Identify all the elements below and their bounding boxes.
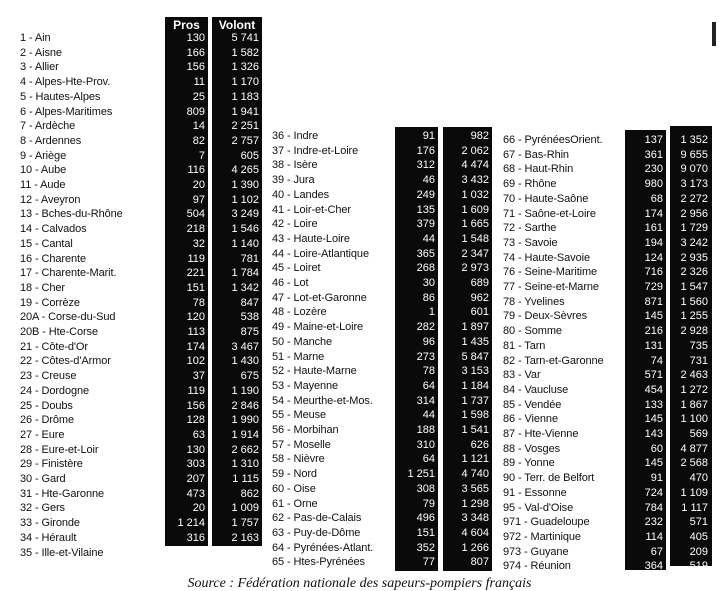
pros-count: 352 [416,541,435,554]
pros-count: 308 [416,482,435,495]
department-name: 76 - Seine-Maritime [503,266,598,279]
volont-count: 1 784 [231,267,259,280]
pros-count: 230 [644,163,663,176]
department-name: 50 - Manche [272,335,333,348]
department-name: 58 - Nièvre [272,453,325,466]
pros-count: 161 [644,222,663,235]
volont-count: 2 163 [231,531,259,544]
pros-count: 249 [416,188,435,201]
pros-count: 221 [186,267,205,280]
department-name: 37 - Indre-et-Loire [272,144,359,157]
volont-count: 605 [240,149,259,162]
pros-count: 364 [644,560,663,573]
volont-count: 2 662 [231,443,259,456]
pros-count: 20 [192,502,205,515]
volont-count: 2 757 [231,134,259,147]
volont-count: 1 390 [231,179,259,191]
volont-count: 1 729 [680,222,708,235]
pros-count: 716 [644,266,663,279]
department-name: 82 - Tarn-et-Garonne [503,354,604,367]
volont-count: 3 173 [680,178,708,191]
volont-count: 601 [470,306,489,319]
pros-count: 188 [416,424,435,436]
department-name: 14 - Calvados [20,223,87,236]
pros-count: 504 [186,208,205,221]
department-name: 25 - Doubs [20,399,73,412]
volont-count: 2 973 [461,262,489,275]
pros-count: 64 [422,453,435,466]
department-name: 42 - Loire [272,218,318,231]
volont-count: 1 184 [461,379,489,392]
department-name: 4 - Alpes-Hte-Prov. [20,76,111,89]
department-name: 59 - Nord [272,468,317,481]
volont-count: 1 298 [461,497,489,510]
department-name: 35 - Ille-et-Vilaine [20,546,104,559]
pros-count: 128 [186,414,205,427]
pros-count: 496 [416,512,435,525]
pros-count: 151 [186,281,205,294]
pros-count: 194 [644,236,663,249]
pros-count: 571 [644,369,663,382]
volont-count: 1 115 [232,473,259,485]
department-name: 23 - Creuse [20,370,77,383]
pros-count: 312 [416,159,435,172]
pros-count: 67 [650,545,663,558]
department-name: 20A - Corse-du-Sud [20,311,116,324]
department-name: 90 - Terr. de Belfort [503,472,595,485]
volont-count: 2 062 [461,144,489,157]
volont-count: 1 255 [680,310,708,323]
department-name: 8 - Ardennes [20,134,82,147]
volont-count: 2 463 [680,369,708,382]
pros-count: 124 [644,251,663,264]
volont-count: 1 598 [461,409,489,422]
department-name: 1 - Ain [20,32,51,44]
pros-count: 113 [187,326,205,338]
department-name: 971 - Guadeloupe [503,516,590,529]
pros-count: 143 [644,428,663,440]
pros-count: 473 [186,487,205,500]
volont-count: 1 560 [680,295,708,308]
department-name: 974 - Réunion [503,560,571,573]
volont-count: 1 117 [681,501,708,514]
department-name: 70 - Haute-Saône [503,192,589,205]
volont-count: 1 548 [461,232,489,245]
volont-count: 1 109 [680,486,708,499]
volont-count: 1 009 [231,502,259,515]
volont-count: 1 609 [461,203,489,216]
department-name: 12 - Aveyron [20,193,81,206]
department-name: 38 - Isère [272,159,318,172]
department-name: 24 - Dordogne [20,384,90,397]
volont-count: 405 [689,530,708,543]
pros-count: 91 [422,130,435,142]
pros-count: 14 [192,120,205,133]
volont-count: 2 928 [680,325,708,338]
volont-count: 1 183 [231,90,259,103]
department-name: 55 - Meuse [272,409,327,422]
pros-count: 63 [192,428,205,441]
volont-count: 1 190 [231,384,259,397]
pros-count: 30 [422,277,435,289]
volont-count: 3 249 [231,208,259,221]
department-name: 11 - Aude [20,179,66,191]
pros-count: 102 [186,355,205,368]
department-name: 32 - Gers [20,502,65,515]
department-name: 33 - Gironde [20,517,80,530]
volont-count: 2 251 [231,120,259,133]
volont-count: 5 847 [461,350,489,363]
volont-count: 9 070 [680,163,708,176]
department-name: 34 - Hérault [20,531,77,544]
volont-count: 1 582 [231,46,259,59]
pros-count: 116 [187,164,205,177]
volont-count: 862 [240,487,259,500]
department-name: 77 - Seine-et-Marne [503,281,599,293]
volont-count: 9 655 [680,148,708,161]
pros-count: 268 [416,262,435,275]
volont-count: 3 242 [680,236,708,249]
volont-count: 1 435 [461,335,489,348]
department-name: 46 - Lot [272,277,309,289]
department-name: 56 - Morbihan [272,424,339,436]
volont-count: 807 [470,556,489,569]
department-name: 18 - Cher [20,281,65,294]
volont-count: 781 [240,252,259,265]
pros-count: 232 [644,516,663,529]
volont-count: 675 [240,370,259,383]
pros-count: 303 [186,458,205,471]
department-name: 73 - Savoie [503,236,558,249]
volont-count: 735 [689,339,708,352]
pros-count: 729 [644,281,663,293]
department-name: 68 - Haut-Rhin [503,163,574,176]
pros-count: 119 [187,384,205,397]
pros-count: 361 [644,148,663,161]
pros-count: 151 [416,526,435,539]
department-name: 49 - Maine-et-Loire [272,321,364,334]
department-name: 41 - Loir-et-Cher [272,203,351,216]
volont-count: 1 272 [680,383,708,396]
pros-count: 44 [422,232,435,245]
department-name: 5 - Hautes-Alpes [20,90,101,103]
department-name: 72 - Sarthe [503,222,557,235]
volont-count: 1 326 [231,61,259,74]
pros-count: 316 [186,531,205,544]
volont-count: 1 757 [231,517,259,530]
pros-count: 310 [416,438,435,451]
pros-count: 96 [422,335,435,348]
volont-count: 731 [689,354,708,367]
pros-count: 980 [644,178,663,191]
department-name: 10 - Aube [20,164,67,177]
pros-count: 37 [192,370,205,383]
pros-count: 145 [644,457,663,470]
pros-count: 174 [186,340,205,353]
department-name: 17 - Charente-Marit. [20,267,117,280]
department-name: 22 - Côtes-d'Armor [20,355,111,368]
pros-count: 365 [416,247,435,260]
pros-count: 137 [644,134,663,146]
volont-count: 4 474 [461,159,489,172]
volont-count: 3 432 [461,174,489,187]
department-name: 36 - Indre [272,130,319,142]
volont-count: 1 546 [231,223,259,236]
department-name: 51 - Marne [272,350,325,363]
pros-count: 207 [186,473,205,485]
department-name: 65 - Htes-Pyrénées [272,556,365,569]
department-name: 91 - Essonne [503,486,567,499]
pros-count: 145 [644,310,663,323]
volont-count: 2 568 [680,457,708,470]
volont-count: 1 100 [680,413,708,426]
pros-count: 78 [422,365,435,378]
volont-count: 626 [470,438,489,451]
volont-count: 847 [240,296,259,309]
pros-count: 454 [644,383,663,396]
pros-count: 166 [186,46,205,59]
volont-count: 1 541 [461,424,489,436]
volont-count: 470 [689,472,708,485]
pros-count: 871 [644,295,663,308]
pros-count: 25 [192,90,205,103]
department-name: 78 - Yvelines [503,295,565,308]
department-name: 13 - Bches-du-Rhône [20,208,123,221]
department-name: 86 - Vienne [503,413,558,426]
volont-count: 2 013 [231,546,259,559]
volont-count: 3 348 [461,512,489,525]
volont-count: 1 665 [461,218,489,231]
department-name: 83 - Var [503,369,541,382]
pros-count: 1 214 [177,517,205,530]
department-name: 60 - Oise [272,482,316,495]
pros-count: 77 [422,556,435,569]
volont-count: 3 467 [231,340,259,353]
pros-count: 784 [644,501,663,514]
pros-count: 133 [644,398,663,411]
department-name: 85 - Vendée [503,398,562,411]
department-name: 3 - Allier [20,61,59,74]
pros-count: 273 [416,350,435,363]
department-name: 19 - Corrèze [20,296,80,309]
volont-count: 1 430 [231,355,259,368]
volont-count: 1 310 [231,458,259,471]
department-name: 28 - Eure-et-Loir [20,443,99,456]
department-name: 45 - Loiret [272,262,321,275]
department-name: 7 - Ardèche [20,120,76,133]
volont-count: 1 032 [461,188,489,201]
department-name: 16 - Charente [20,252,86,265]
department-name: 973 - Guyane [503,545,569,558]
volont-count: 569 [689,428,708,440]
volont-count: 5 741 [231,32,259,44]
department-name: 2 - Aisne [20,46,62,59]
department-name: 66 - PyrénéesOrient. [503,134,603,146]
pros-count: 130 [186,443,205,456]
pros-count: 131 [644,339,663,352]
department-name: 6 - Alpes-Maritimes [20,105,113,118]
volont-count: 1 914 [231,428,259,441]
department-name: 67 - Bas-Rhin [503,148,569,161]
department-name: 48 - Lozère [272,306,327,319]
department-name: 40 - Landes [272,188,329,201]
pros-count: 156 [186,399,205,412]
volont-count: 1 170 [231,76,259,89]
department-name: 64 - Pyrénées-Atlant. [272,541,374,554]
volont-count: 4 265 [231,164,259,177]
department-name: 61 - Orne [272,497,318,510]
volont-count: 519 [689,560,708,573]
volont-count: 1 121 [461,453,489,466]
volont-count: 1 547 [680,281,708,293]
pros-count: 46 [422,174,435,187]
department-name: 89 - Yonne [503,457,555,470]
department-name: 80 - Somme [503,325,562,338]
department-name: 29 - Finistère [20,458,83,471]
pros-count: 1 [428,306,435,319]
department-name: 54 - Meurthe-et-Mos. [272,394,373,407]
department-name: 63 - Puy-de-Dôme [272,526,361,539]
header-pros: Pros [173,18,200,32]
pros-count: 7 [198,149,205,162]
pros-count: 1 251 [407,468,435,481]
volont-count: 209 [689,545,708,558]
department-name: 69 - Rhône [503,178,557,191]
department-name: 26 - Drôme [20,414,75,427]
department-name: 44 - Loire-Atlantique [272,247,369,260]
department-name: 88 - Vosges [503,442,560,455]
department-name: 81 - Tarn [503,339,546,352]
volont-count: 1 897 [461,321,489,334]
pros-count: 346 [186,546,205,559]
volont-count: 2 956 [680,207,708,220]
volont-count: 4 877 [680,442,708,455]
department-name: 62 - Pas-de-Calais [272,512,362,525]
volont-count: 1 737 [461,394,489,407]
department-name: 71 - Saône-et-Loire [503,207,596,220]
volont-count: 2 935 [680,251,708,264]
pros-count: 379 [416,218,435,231]
pros-count: 314 [416,394,435,407]
volont-count: 2 846 [231,399,259,412]
department-name: 43 - Haute-Loire [272,232,350,245]
department-name: 972 - Martinique [503,530,581,543]
volont-count: 1 352 [680,134,708,146]
department-name: 20B - Hte-Corse [20,326,98,338]
volont-count: 962 [470,291,489,304]
pros-count: 86 [422,291,435,304]
department-name: 84 - Vaucluse [503,383,569,396]
department-name: 53 - Mayenne [272,379,339,392]
pros-count: 79 [422,497,435,510]
pros-count: 216 [644,325,663,338]
volont-count: 2 326 [680,266,708,279]
pros-count: 44 [422,409,435,422]
department-name: 31 - Hte-Garonne [20,487,104,500]
pros-count: 156 [186,61,205,74]
volont-count: 1 867 [680,398,708,411]
pros-count: 174 [644,207,663,220]
volont-count: 1 266 [461,541,489,554]
pros-count: 135 [416,203,435,216]
volont-count: 1 342 [231,281,259,294]
volont-count: 2 272 [680,192,708,205]
pros-count: 218 [186,223,205,236]
department-name: 21 - Côte-d'Or [20,340,88,353]
pros-count: 130 [186,32,205,44]
department-name: 30 - Gard [20,473,66,485]
volont-count: 689 [470,277,489,289]
department-name: 47 - Lot-et-Garonne [272,291,367,304]
department-name: 87 - Hte-Vienne [503,428,579,440]
volont-count: 4 740 [461,468,489,481]
department-name: 74 - Haute-Savoie [503,251,590,264]
pros-count: 78 [192,296,205,309]
pros-count: 724 [644,486,663,499]
pros-count: 32 [192,237,205,250]
volont-count: 1 990 [231,414,259,427]
pros-count: 68 [650,192,663,205]
page-edge-mark [712,22,716,46]
header-volont: Volont [218,18,256,32]
volont-count: 1 102 [231,193,259,206]
pros-count: 97 [192,193,205,206]
volont-count: 538 [240,311,259,324]
volont-count: 982 [470,130,489,142]
source-caption: Source : Fédération nationale des sapeurs-pompiers français [187,576,532,591]
pros-count: 809 [186,105,205,118]
volont-count: 4 604 [461,526,489,539]
pros-count: 120 [186,311,205,324]
department-name: 79 - Deux-Sèvres [503,310,587,323]
volont-count: 2 347 [461,247,489,260]
volont-count: 571 [689,516,708,529]
department-name: 39 - Jura [272,174,315,187]
pros-count: 176 [416,144,435,157]
pros-count: 145 [644,413,663,426]
pros-count: 82 [192,134,205,147]
volont-count: 1 941 [231,105,259,118]
volont-count: 1 140 [231,237,259,250]
department-name: 15 - Cantal [20,237,73,250]
department-name: 52 - Haute-Marne [272,365,357,378]
department-name: 57 - Moselle [272,438,331,451]
pros-count: 60 [650,442,663,455]
volont-count: 3 153 [461,365,489,378]
pros-count: 114 [645,530,663,543]
department-name: 9 - Ariège [20,149,67,162]
pros-count: 74 [650,354,663,367]
department-name: 95 - Val-d'Oise [503,501,574,514]
pros-count: 64 [422,379,435,392]
department-name: 27 - Eure [20,428,65,441]
volont-count: 875 [240,326,259,338]
pros-count: 20 [192,179,205,191]
pros-count: 119 [187,252,205,265]
pros-count: 282 [416,321,435,334]
pros-count: 11 [193,76,205,89]
volont-count: 3 565 [461,482,489,495]
pros-count: 91 [650,472,663,485]
